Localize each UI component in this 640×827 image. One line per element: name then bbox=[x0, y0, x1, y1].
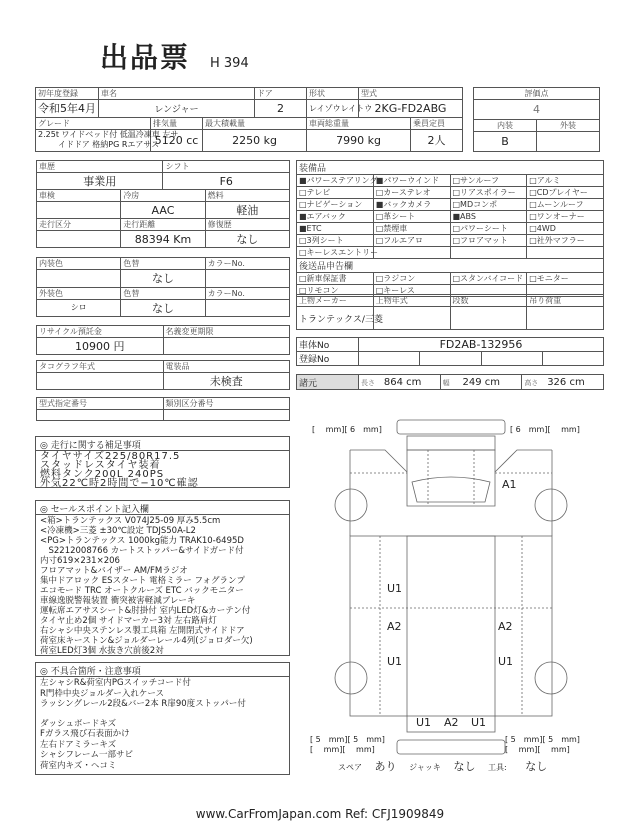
model-label: 型式 bbox=[359, 88, 463, 100]
run-notes-label: 走行に関する補足事項 bbox=[50, 441, 141, 451]
seats-value: 2人 bbox=[411, 129, 463, 151]
later-item: □キーレス bbox=[373, 285, 450, 297]
cargo-floor bbox=[407, 536, 495, 732]
tread-rear-left-1: [ 5 mm][ 5 mm] bbox=[310, 735, 385, 744]
note-line: フロアマット&バイザー AM/FMラジオ bbox=[40, 566, 188, 576]
reg-value: 令和5年4月 bbox=[36, 100, 99, 118]
note-line: タイヤサイズ225/80R17.5 bbox=[40, 451, 181, 462]
damage-mark: U1 bbox=[498, 655, 514, 668]
note-line: タイヤ止め2個 サイドマーカー3対 左右路肩灯 bbox=[40, 616, 217, 626]
interior-color-label: 内装色 bbox=[37, 258, 121, 270]
body-year-label: 上物年式 bbox=[373, 295, 450, 307]
later-item: □ラジコン bbox=[373, 273, 450, 285]
wheel-rear-left bbox=[335, 662, 367, 694]
spec-label: 諸元 bbox=[297, 375, 359, 390]
equipment-item: □禁煙車 bbox=[373, 223, 450, 235]
type-designation-label: 型式指定番号 bbox=[37, 398, 164, 410]
note-line: 内寸619×231×206 bbox=[40, 556, 120, 566]
score-table bbox=[473, 87, 600, 152]
equipment-item: ■エアバック bbox=[297, 211, 374, 223]
damage-mark: A2 bbox=[498, 620, 513, 633]
note-line: 左右ドアミラーキズ bbox=[40, 739, 117, 750]
later-item: □モニター bbox=[527, 273, 604, 285]
history-label: 車歴 bbox=[37, 161, 163, 173]
note-line: R門枠中央ジョルダー入れケース bbox=[40, 688, 164, 699]
accessories-row bbox=[338, 758, 547, 774]
equipment-item: □革シート bbox=[373, 211, 450, 223]
wheel-front-left bbox=[335, 489, 367, 521]
grade-line-1: 2.25t ワイドベッド付 低温冷凍車 左サ bbox=[38, 130, 179, 140]
equipment-item bbox=[373, 247, 450, 259]
equipment-item: ■パワーステアリング bbox=[297, 175, 374, 187]
cc-value: 5120 cc bbox=[151, 129, 203, 151]
equipment-item: ■パワーウインド bbox=[373, 175, 450, 187]
note-line: 集中ドアロック ESスタート 電格ミラー フォグランプ bbox=[40, 576, 246, 586]
tread-rear-right-2: [ mm][ mm] bbox=[505, 745, 570, 754]
lot-number: H 394 bbox=[210, 56, 249, 71]
interior-color-no-label: カラーNo. bbox=[205, 258, 289, 270]
note-line: S2212008766 カートストッパー&サイドガード付 bbox=[40, 546, 244, 556]
note-line: 車線逸脱警報装置 衝突被害軽減ブレーキ bbox=[40, 596, 196, 606]
equipment-item: □社外マフラー bbox=[527, 235, 604, 247]
name-label: 車名 bbox=[99, 88, 255, 100]
grade-label: グレード bbox=[36, 117, 151, 129]
load-label: 最大積載量 bbox=[203, 117, 307, 129]
electrical-value: 未検査 bbox=[163, 373, 290, 390]
note-line: 荷室床キーストン&ジョルダーレール4列(ジョロダー欠) bbox=[40, 636, 253, 646]
exterior-color-label: 外装色 bbox=[37, 287, 121, 299]
damage-mark: U1 bbox=[416, 716, 432, 729]
damage-mark: A2 bbox=[387, 620, 402, 633]
tacho-label: タコグラフ年式 bbox=[37, 361, 164, 373]
note-line bbox=[40, 710, 285, 719]
equipment-item: □ワンオーナー bbox=[527, 211, 604, 223]
interior-change-value: なし bbox=[121, 270, 205, 288]
exterior-color-value: シロ bbox=[37, 299, 121, 317]
name-value: レンジャー bbox=[99, 100, 255, 118]
note-line: 左シャシR&荷室内PGスイッチコード付 bbox=[40, 678, 191, 688]
equipment-table bbox=[296, 160, 604, 295]
note-line: 外気22℃時2時間で−10℃確認 bbox=[40, 478, 199, 489]
repair-value: なし bbox=[205, 231, 289, 248]
tool-value: なし bbox=[525, 760, 548, 773]
footer-reference: www.CarFromJapan.com Ref: CFJ1909849 bbox=[195, 807, 445, 821]
equipment-item: □カーステレオ bbox=[373, 187, 450, 199]
history-table bbox=[36, 160, 290, 248]
sales-notes-label: セールスポイント記入欄 bbox=[50, 505, 149, 515]
equipment-item: □4WD bbox=[527, 223, 604, 235]
interior-change-label: 色替 bbox=[121, 258, 205, 270]
front-bumper bbox=[397, 420, 505, 434]
jack-value: なし bbox=[453, 760, 476, 773]
type-table bbox=[36, 397, 290, 421]
sheet-title: 出品票 bbox=[100, 41, 191, 74]
equipment-item: □アルミ bbox=[527, 175, 604, 187]
cab-roof bbox=[407, 436, 495, 450]
exterior-change-label: 色替 bbox=[121, 287, 205, 299]
equipment-item: □フロアマット bbox=[450, 235, 527, 247]
later-item: □新車保証書 bbox=[297, 273, 374, 285]
note-line: 荷室LED灯3個 水抜き穴前後2対 bbox=[40, 646, 164, 656]
damage-mark: U1 bbox=[387, 582, 403, 595]
spec-table bbox=[296, 374, 604, 390]
score-label: 評価点 bbox=[474, 88, 600, 100]
equipment-item: □ムーンルーフ bbox=[527, 199, 604, 211]
fuel-label: 燃料 bbox=[205, 190, 289, 202]
door-value: 2 bbox=[255, 100, 307, 118]
exterior-score bbox=[537, 132, 600, 152]
defect-notes-label: 不具合箇所・注意事項 bbox=[50, 667, 141, 677]
width-value: 249 cm bbox=[462, 376, 501, 388]
inspection-label: 車検 bbox=[37, 190, 121, 202]
damage-mark: A2 bbox=[444, 716, 459, 729]
chassis-table bbox=[296, 337, 604, 366]
run-class-label: 走行区分 bbox=[37, 219, 121, 231]
shape-value: レイゾウレイトウ bbox=[307, 100, 359, 118]
shift-value: F6 bbox=[163, 173, 290, 190]
run-notes-box bbox=[35, 436, 290, 488]
steps-label: 段数 bbox=[450, 295, 527, 307]
inspection-value bbox=[37, 202, 121, 219]
equipment-label: 装備品 bbox=[297, 161, 604, 175]
equipment-item: □リアスポイラー bbox=[450, 187, 527, 199]
interior-score: B bbox=[474, 132, 537, 152]
tread-front-right: [ 6 mm][ mm] bbox=[510, 425, 580, 434]
width-label: 幅 bbox=[442, 378, 450, 387]
deadline-label: 名義変更期限 bbox=[163, 326, 290, 338]
history-value: 事業用 bbox=[37, 173, 163, 190]
later-item: □スタンバイコード bbox=[450, 273, 527, 285]
defect-notes-box bbox=[35, 662, 290, 775]
tacho-table bbox=[36, 360, 290, 390]
tool-label: 工具: bbox=[488, 763, 507, 772]
note-line: 燃料タンク200L 240PS bbox=[40, 469, 165, 480]
exterior-label: 外装 bbox=[537, 120, 600, 132]
equipment-item: □テレビ bbox=[297, 187, 374, 199]
body-maker-table bbox=[296, 294, 604, 330]
door-label: ドア bbox=[255, 88, 307, 100]
chassis-label: 車体No bbox=[297, 338, 359, 352]
seats-label: 乗員定員 bbox=[411, 117, 463, 129]
equipment-item: ■ETC bbox=[297, 223, 374, 235]
shift-label: シフト bbox=[163, 161, 290, 173]
note-line: <箱>トランテックス V074J25-09 厚み5.5cm bbox=[40, 516, 221, 526]
later-items-label: 後送品申告欄 bbox=[297, 259, 604, 273]
crane-label: 吊り荷重 bbox=[527, 295, 604, 307]
note-line: ラッシングレール2段&バー2本 R扉90度ストッパー付 bbox=[40, 699, 246, 709]
equipment-item: ■ABS bbox=[450, 211, 527, 223]
maker-value: トランテックス/三菱 bbox=[297, 307, 374, 330]
exterior-color-no-label: カラーNo. bbox=[205, 287, 289, 299]
wheel-front-right bbox=[535, 489, 567, 521]
wheel-rear-right bbox=[535, 662, 567, 694]
note-line: 荷室内キズ・ヘコミ bbox=[40, 760, 117, 771]
registration-label: 登録No bbox=[297, 352, 359, 366]
sales-notes-box bbox=[35, 500, 290, 656]
chassis-value: FD2AB-132956 bbox=[359, 338, 604, 352]
score-value: 4 bbox=[474, 100, 600, 120]
cc-label: 排気量 bbox=[151, 117, 203, 129]
tread-rear-left-2: [ mm][ mm] bbox=[310, 745, 375, 754]
note-line: シャシフレーム一部サビ bbox=[40, 750, 133, 760]
equipment-item: □フルエアロ bbox=[373, 235, 450, 247]
panel-dividers bbox=[350, 450, 552, 716]
mileage-label: 走行距離 bbox=[121, 219, 205, 231]
note-line: 運転席エアサスシート&肘掛付 室内LED灯&カーテン付 bbox=[40, 606, 251, 616]
later-item: □リモコン bbox=[297, 285, 374, 297]
equipment-item: ■バックカメラ bbox=[373, 199, 450, 211]
electrical-label: 電装品 bbox=[163, 361, 290, 373]
height-label: 高さ bbox=[524, 378, 539, 387]
note-line: エコモード TRC オートクルーズ ETC バックモニター bbox=[40, 586, 244, 596]
length-label: 長さ bbox=[361, 378, 375, 387]
cab-outline bbox=[407, 450, 495, 506]
equipment-item: □CDプレイヤー bbox=[527, 187, 604, 199]
equipment-item: □サンルーフ bbox=[450, 175, 527, 187]
ac-value: AAC bbox=[121, 202, 205, 219]
damage-mark: U1 bbox=[471, 716, 487, 729]
note-line: Fガラス飛び石表面かけ bbox=[40, 729, 130, 739]
jack-label: ジャッキ bbox=[409, 763, 441, 772]
run-notes-header: ◎ 走行に関する補足事項 bbox=[36, 437, 289, 451]
cab-doors bbox=[350, 450, 552, 536]
gvw-label: 車両総重量 bbox=[307, 117, 411, 129]
ac-label: 冷房 bbox=[121, 190, 205, 202]
tread-front-left: [ mm][ 6 mm] bbox=[312, 425, 382, 434]
equipment-item: □MDコンポ bbox=[450, 199, 527, 211]
class-number-label: 類別区分番号 bbox=[163, 398, 290, 410]
run-class-value bbox=[37, 231, 121, 248]
recycle-table bbox=[36, 325, 290, 355]
exterior-change-value: なし bbox=[121, 299, 205, 317]
equipment-item: □パワーシート bbox=[450, 223, 527, 235]
note-line: スタッドレスタイヤ装着 bbox=[40, 460, 161, 471]
spare-value: あり bbox=[374, 760, 397, 773]
mileage-value: 88394 Km bbox=[121, 231, 205, 248]
equipment-item bbox=[527, 247, 604, 259]
length-value: 864 cm bbox=[383, 376, 422, 388]
note-line: 右シャシ中央ステンレス製工具箱 左開閉式サイドドア bbox=[40, 626, 245, 636]
gvw-value: 7990 kg bbox=[307, 129, 411, 151]
rear-bumper bbox=[397, 740, 505, 754]
equipment-item: □キーレスエントリー bbox=[297, 247, 374, 259]
load-value: 2250 kg bbox=[203, 129, 307, 151]
tread-rear-right-1: [ 5 mm][ 5 mm] bbox=[505, 735, 580, 744]
damage-mark: A1 bbox=[502, 478, 517, 491]
damage-mark: U1 bbox=[387, 655, 403, 668]
recycle-label: リサイクル預託金 bbox=[37, 326, 164, 338]
model-value: 2KG-FD2ABG bbox=[359, 100, 463, 118]
equipment-item bbox=[450, 247, 527, 259]
maker-label: 上物メーカー bbox=[297, 295, 374, 307]
note-line: ダッシュボードキズ bbox=[40, 718, 117, 729]
grade-line-2: イドドア 格納PG Rエアサス bbox=[58, 140, 160, 150]
note-line: <冷凍機>三菱 ±30℃設定 TDJS50A-L2 bbox=[40, 526, 196, 536]
shape-label: 形状 bbox=[307, 88, 359, 100]
repair-label: 修復歴 bbox=[205, 219, 289, 231]
fuel-value: 軽油 bbox=[205, 202, 289, 219]
sales-notes-header: ◎ セールスポイント記入欄 bbox=[36, 501, 289, 515]
reg-label: 初年度登録 bbox=[36, 88, 99, 100]
defect-notes-header: ◎ 不具合箇所・注意事項 bbox=[36, 663, 289, 677]
recycle-value: 10900 円 bbox=[37, 338, 164, 355]
interior-label: 内装 bbox=[474, 120, 537, 132]
equipment-item: □3列シート bbox=[297, 235, 374, 247]
equipment-item: □ナビゲーション bbox=[297, 199, 374, 211]
height-value: 326 cm bbox=[547, 376, 585, 388]
vehicle-basic-table bbox=[35, 87, 463, 152]
note-line: <PG>トランテックス 1000kg能力 TRAK10-6495D bbox=[40, 536, 244, 546]
color-table bbox=[36, 257, 290, 317]
spare-label: スペア bbox=[338, 763, 362, 772]
